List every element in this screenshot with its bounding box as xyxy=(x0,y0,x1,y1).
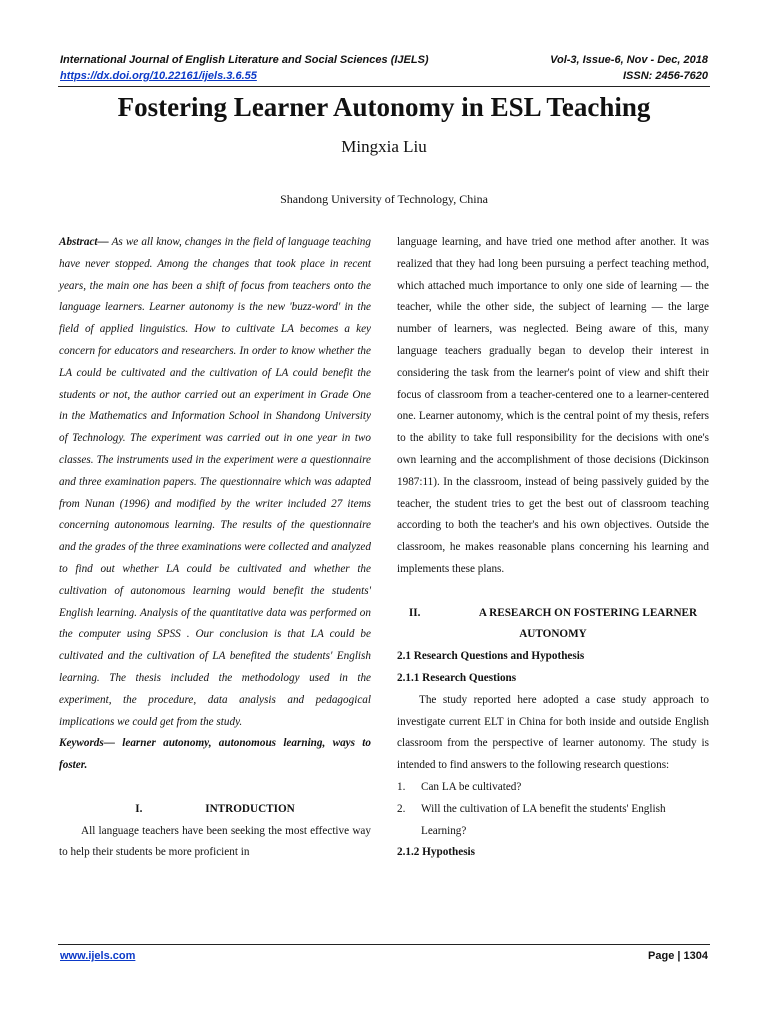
research-paragraph: The study reported here adopted a case study approach to investigate current ELT in China for both inside and outside English classroom from the perspective of learner autonomy. The study is intended to find answers to the following research questions: xyxy=(397,693,709,772)
subsection-2-1: 2.1 Research Questions and Hypothesis xyxy=(397,650,585,663)
list-item: 2. Will the cultivation of LA benefit the students' English Learning? xyxy=(397,802,666,837)
subsection-2-1-1: 2.1.1 Research Questions xyxy=(397,671,517,684)
journal-header xyxy=(60,54,708,68)
list-item: 1. Can LA be cultivated? xyxy=(397,780,522,793)
section-title: A RESEARCH ON FOSTERING LEARNER xyxy=(478,606,698,619)
subsection-2-1-2: 2.1.2 Hypothesis xyxy=(397,846,476,859)
abstract-label: Abstract— xyxy=(59,236,109,248)
issn: ISSN: 2456-7620 xyxy=(623,70,708,82)
intro-continued-paragraph: language learning, and have tried one method after another. It was realized that they had long been pursuing a perfect teaching method, which attached much importance to only one side of learning — the teacher, while the other side, the subject of learning — the large number of learners, was neglected. Being aware of this, many language teachers gradually began to develop their interest in considering the task from the learner's point of view and shift their focus of classroom from a teacher-centered one to a learner-centered one. Learner autonomy, which is the central point of my thesis, refers to the ability to take full responsibility for the decisions with one's own learning and the accomplishment of those decisions (Dickinson 1987:11). In the classroom, instead of being passively guided by the teacher, the student tries to get the best out of classroom teaching according to both the teacher's and his own objectives. Outside the classroom, he makes reasonable plans concerning his learning and implements these plans. xyxy=(397,236,709,575)
section-heading-research-line2: AUTONOMY xyxy=(519,628,587,641)
header-rule xyxy=(58,86,710,87)
right-column xyxy=(397,232,709,864)
intro-paragraph: All language teachers have been seeking the most effective way to help their students be more proficient in xyxy=(59,824,371,859)
journal-name: International Journal of English Literature and Social Sciences (IJELS) xyxy=(60,54,429,66)
doi-link[interactable]: https://dx.doi.org/10.22161/ijels.3.6.55 xyxy=(60,70,257,82)
paper-title: Fostering Learner Autonomy in ESL Teaching xyxy=(117,92,651,122)
section-title: INTRODUCTION xyxy=(205,802,295,815)
abstract xyxy=(59,232,371,733)
section-heading-introduction xyxy=(59,799,371,821)
author-name: Mingxia Liu xyxy=(341,137,427,156)
keywords: Keywords— learner autonomy, autonomous learning, ways to foster. xyxy=(59,737,371,772)
section-number: I. xyxy=(135,802,143,815)
footer-rule xyxy=(58,944,710,945)
section-heading-research xyxy=(397,603,709,625)
section-number: II. xyxy=(408,606,421,619)
doi-header xyxy=(60,70,708,84)
abstract-text: As we all know, changes in the field of language teaching have never stopped. Among the changes that took place in recent years, the main one has been a shift of focus from teachers onto the language learners. Learner autonomy is the new 'buzz-word' in the field of applied linguistics. How to cultivate LA becomes a key concern for educators and researchers. In order to know whether the LA could be cultivated and the cultivation of LA could benefit the students or not, the author carried out an experiment in Grade One in the Mathematics and Information School in Shandong University of Technology. The experiment was carried out in one year in two classes. The instruments used in the experiment were a questionnaire and three examination papers. The questionnaire which was adapted from Nunan (1996) and modified by the writer included 27 items concerning autonomous learning. The results of the questionnaire and the grades of the three examinations were collected and analyzed to find out whether LA could be cultivated and whether the cultivation of autonomous learning would benefit the students' English learning. Analysis of the quantitative data was performed on the computer using SPSS . Our conclusion is that LA could be cultivated and the cultivation of LA benefited the students' English learning. The thesis included the methodology used in the experiment, the procedure, data analysis and pedagogical implications we could get from the study. xyxy=(59,236,371,728)
page-number: Page | 1304 xyxy=(648,950,708,962)
website-link[interactable]: www.ijels.com xyxy=(60,950,136,962)
left-column xyxy=(59,232,371,864)
author-affiliation: Shandong University of Technology, China xyxy=(280,192,488,206)
volume-issue: Vol-3, Issue-6, Nov - Dec, 2018 xyxy=(550,54,708,66)
